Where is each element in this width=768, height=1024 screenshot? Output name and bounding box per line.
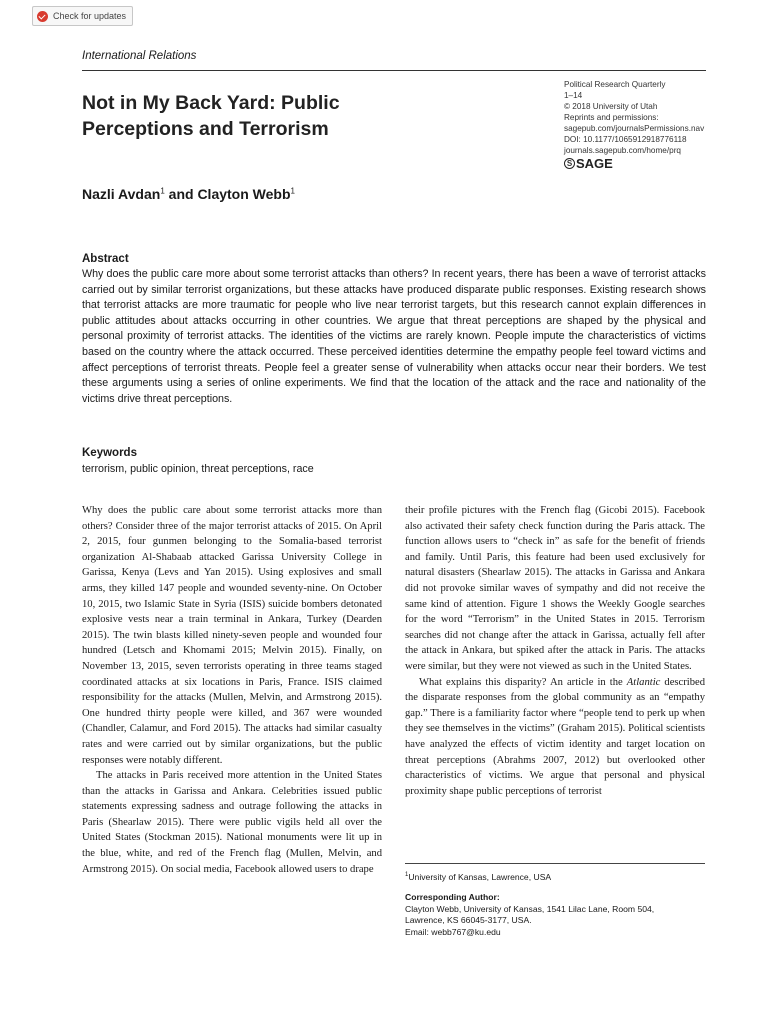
author-conjunction: and (164, 186, 198, 202)
page-range: 1–14 (564, 91, 583, 100)
keywords-heading: Keywords (82, 447, 137, 459)
reprints-label: Reprints and permissions: (564, 113, 659, 122)
corresponding-author-heading: Corresponding Author: (405, 892, 500, 903)
affiliation-marker: 1 (160, 186, 165, 196)
affiliation-marker: 1 (405, 872, 409, 878)
abstract-text: Why does the public care more about some terrorist attacks than others? In recent years, there has been a wave of terrorist attacks carried out by similar terrorist organizations, but these attacks have produced disparate public responses. Existing research shows that terrorist attacks are more traumatic for people who live near terrorist targets, but this research cannot explain differences in public attitudes about attacks occurring in other countries. We argue that threat perceptions are shaped by the physical and personal proximity of terrorist attacks. The identities of the victims are rarely known. People impute the characteristics of victims based on the country where the attack occurred. These perceived identities determine the empathy people feel toward victims and affect perceptions of terrorist threats. People feel a greater sense of vulnerability when attacks occur near their borders. We test these arguments using a series of online experiments. We find that the location of the attack and the race and nationality of the victims drive threat perceptions. (82, 268, 706, 405)
publisher-name: SAGE (576, 156, 613, 171)
corresponding-author-email[interactable]: Email: webb767@ku.edu (405, 926, 501, 937)
paper-title: Not in My Back Yard: Public Perceptions and Terrorism (82, 92, 340, 140)
affiliation-footnote (405, 870, 705, 883)
doi[interactable]: DOI: 10.1177/1065912918776118 (564, 135, 687, 144)
section-label: International Relations (82, 50, 197, 62)
body-text: What explains this disparity? An article in the (419, 676, 627, 688)
keywords-text: terrorism, public opinion, threat perceptions, race (82, 463, 314, 475)
abstract-heading: Abstract (82, 253, 129, 265)
body-paragraph: their profile pictures with the French flag (Gicobi 2015). Facebook also activated their safety check function during the Paris attack. The function allows users to “check in” as safe for the benefit of friends and family. Until Paris, this feature had been used exclusively for natural disasters (Shearlaw 2015). The attacks in Garissa and Ankara did not provoke similar waves of sympathy and did not receive the same kind of attention. Figure 1 shows the Weekly Google searches for the word “Terrorism” in the United States in 2015. Terrorism searches did not change after the attack in Garissa, actually fell after the attack in Ankara, but spiked after the attack in Paris. The attacks were similar, but they were not viewed as such in the United States. (405, 505, 705, 672)
body-text: described the disparate responses from the global community as an “empathy gap.” There is a familiarity factor where “people tend to perk up when they see themselves in the victims” (Graham 2015). Political scientists have analyzed the effects of victim identity and target location on threat perceptions (Abrahms 2007, 2012) but overlooked other characteristics of victims. We argue that personal and physical proximity shape public perceptions of terrorist (405, 676, 705, 797)
body-paragraph: Why does the public care about some terrorist attacks more than others? Consider three of the major terrorist attacks of 2015. On April 2, 2015, four gunmen belonging to the Somalia-based terrorist organization Al-Shabaab attacked Garissa University College in Garissa, Kenya (Levs and Yan 2015). Using explosives and small arms, they killed 147 people and wounded seventy-nine. On October 10, 2015, two Islamic State in Syria (ISIS) suicide bombers detonated explosive vests near a train terminal in Ankara, Turkey (Dearden 2015). The twin blasts killed ninety-seven people and wounded four hundred (Letsch and Khomami 2015; Melvin 2015). Finally, on November 13, 2015, seven terrorists operating in three teams staged coordinated attacks at six locations in Paris, France. ISIS claimed responsibility for the attacks (Mullen, Melvin, and Armstrong 2015). One hundred thirty people were killed, and 367 were wounded (Chandler, Calamur, and Ford 2015). The attacks had similar casualty rates and were carried out by similar organizations, but the public responses were notably different. (82, 505, 382, 766)
footnote-rule (405, 863, 705, 864)
author-name: Nazli Avdan (82, 186, 161, 202)
affiliation-marker: 1 (290, 186, 295, 196)
author-name: Clayton Webb (197, 186, 291, 202)
author-line (82, 186, 295, 202)
reprints-link[interactable]: sagepub.com/journalsPermissions.nav (564, 124, 705, 133)
journal-name: Political Research Quarterly (564, 80, 666, 89)
journal-title-italic: Atlantic (626, 676, 661, 688)
corresponding-author-line: Clayton Webb, University of Kansas, 1541 Lilac Lane, Room 504, (405, 903, 655, 914)
check-badge-icon (37, 11, 48, 22)
copyright: © 2018 University of Utah (564, 102, 658, 111)
body-paragraph (405, 675, 705, 800)
body-paragraph: The attacks in Paris received more attention in the United States than the attacks in Garissa and Ankara. Celebrities issued public statements expressing sadness and outrage following the attacks in Paris (Shearlaw 2015). There were public vigils held all over the United States (Stockman 2015). National monuments were lit up in the blue, white, and red of the French flag (Mullen, Melvin, and Armstrong 2015). On social media, Facebook allowed users to drape (82, 770, 382, 875)
check-for-updates-badge[interactable] (32, 6, 133, 26)
journal-link[interactable]: journals.sagepub.com/home/prq (564, 146, 681, 155)
check-for-updates-label: Check for updates (53, 11, 127, 21)
body-column-right (405, 503, 705, 799)
footnotes (405, 870, 705, 938)
header-rule (82, 70, 706, 71)
corresponding-author-line: Lawrence, KS 66045-3177, USA. (405, 915, 532, 926)
journal-metadata (564, 79, 714, 169)
publisher-logo (564, 158, 714, 169)
affiliation-text: University of Kansas, Lawrence, USA (408, 871, 552, 882)
body-column-left (82, 503, 382, 877)
sage-logo-icon: S (564, 158, 575, 169)
